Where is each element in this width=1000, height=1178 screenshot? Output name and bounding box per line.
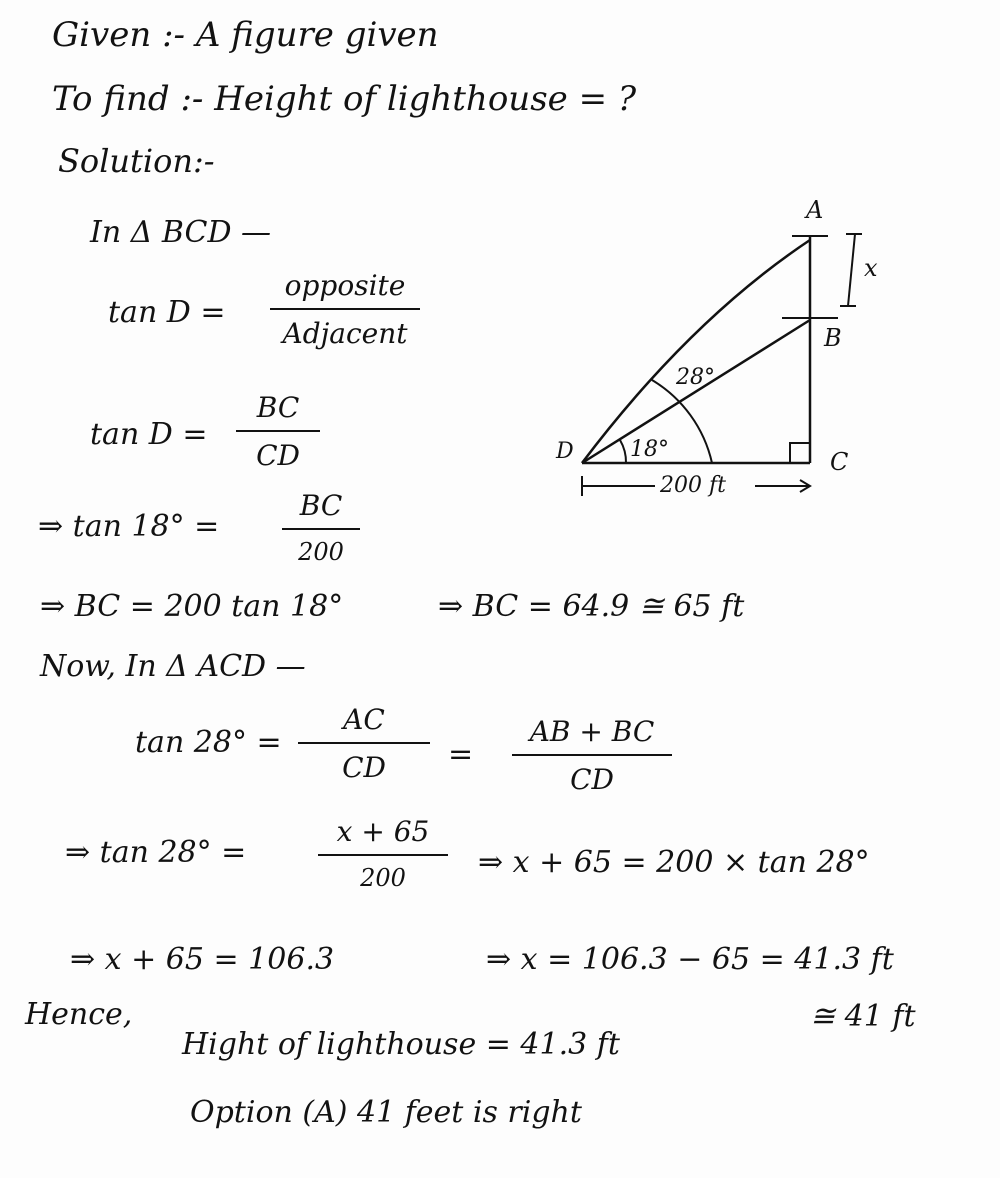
triangle-bcd-intro: In Δ BCD —: [90, 215, 272, 250]
x-result: ⇒ x = 106.3 − 65 = 41.3 ft: [486, 942, 894, 977]
option-answer: Option (A) 41 feet is right: [190, 1095, 582, 1130]
solution-heading: Solution:-: [58, 142, 215, 180]
equals-sign: =: [448, 737, 474, 772]
arc-18-angle: [620, 440, 626, 463]
cd-denominator: CD: [342, 751, 386, 784]
tan18-lhs: ⇒ tan 18° =: [38, 509, 220, 544]
tan28-lhs: tan 28° =: [135, 725, 282, 760]
cd-denominator: CD: [570, 763, 614, 796]
label-d: D: [556, 439, 574, 464]
x-equation: ⇒ x + 65 = 200 × tan 28°: [478, 845, 870, 880]
angle-18-label: 18°: [630, 437, 669, 462]
ab-plus-bc-numerator: AB + BC: [529, 715, 655, 748]
bc-numerator: BC: [256, 391, 300, 424]
bc-result: ⇒ BC = 64.9 ≅ 65 ft: [438, 589, 745, 624]
x-plus-65-numerator: x + 65: [336, 815, 430, 848]
label-b: B: [824, 324, 842, 352]
x-value-line: ⇒ x + 65 = 106.3: [70, 942, 335, 977]
ac-numerator: AC: [343, 703, 385, 736]
height-answer: Hight of lighthouse = 41.3 ft: [182, 1027, 620, 1062]
x-bracket-line: [848, 234, 855, 306]
label-a: A: [806, 196, 824, 224]
hence-label: Hence,: [25, 997, 133, 1032]
to-find-line: To find :- Height of lighthouse = ?: [52, 79, 637, 119]
right-angle-mark: [790, 443, 810, 463]
given-line: Given :- A figure given: [52, 15, 439, 55]
angle-28-label: 28°: [676, 365, 715, 390]
base-length-label: 200 ft: [660, 473, 726, 498]
bc-numerator: BC: [299, 489, 343, 522]
triangle-acd-intro: Now, In Δ ACD —: [40, 649, 306, 684]
label-c: C: [830, 448, 849, 476]
opposite-label: opposite: [284, 269, 406, 302]
label-x: x: [864, 254, 878, 282]
denominator-200: 200: [360, 864, 406, 892]
cd-denominator: CD: [256, 439, 300, 472]
tan-d-definition-lhs: tan D =: [108, 295, 226, 330]
x-approx: ≅ 41 ft: [810, 999, 916, 1034]
bc-equation: ⇒ BC = 200 tan 18°: [40, 589, 344, 624]
tan-d-lhs: tan D =: [90, 417, 208, 452]
sightline-da: [582, 240, 810, 463]
tan28-substituted-lhs: ⇒ tan 28° =: [65, 835, 247, 870]
denominator-200: 200: [298, 538, 344, 566]
adjacent-label: Adjacent: [282, 317, 408, 350]
sightline-db: [582, 320, 810, 463]
